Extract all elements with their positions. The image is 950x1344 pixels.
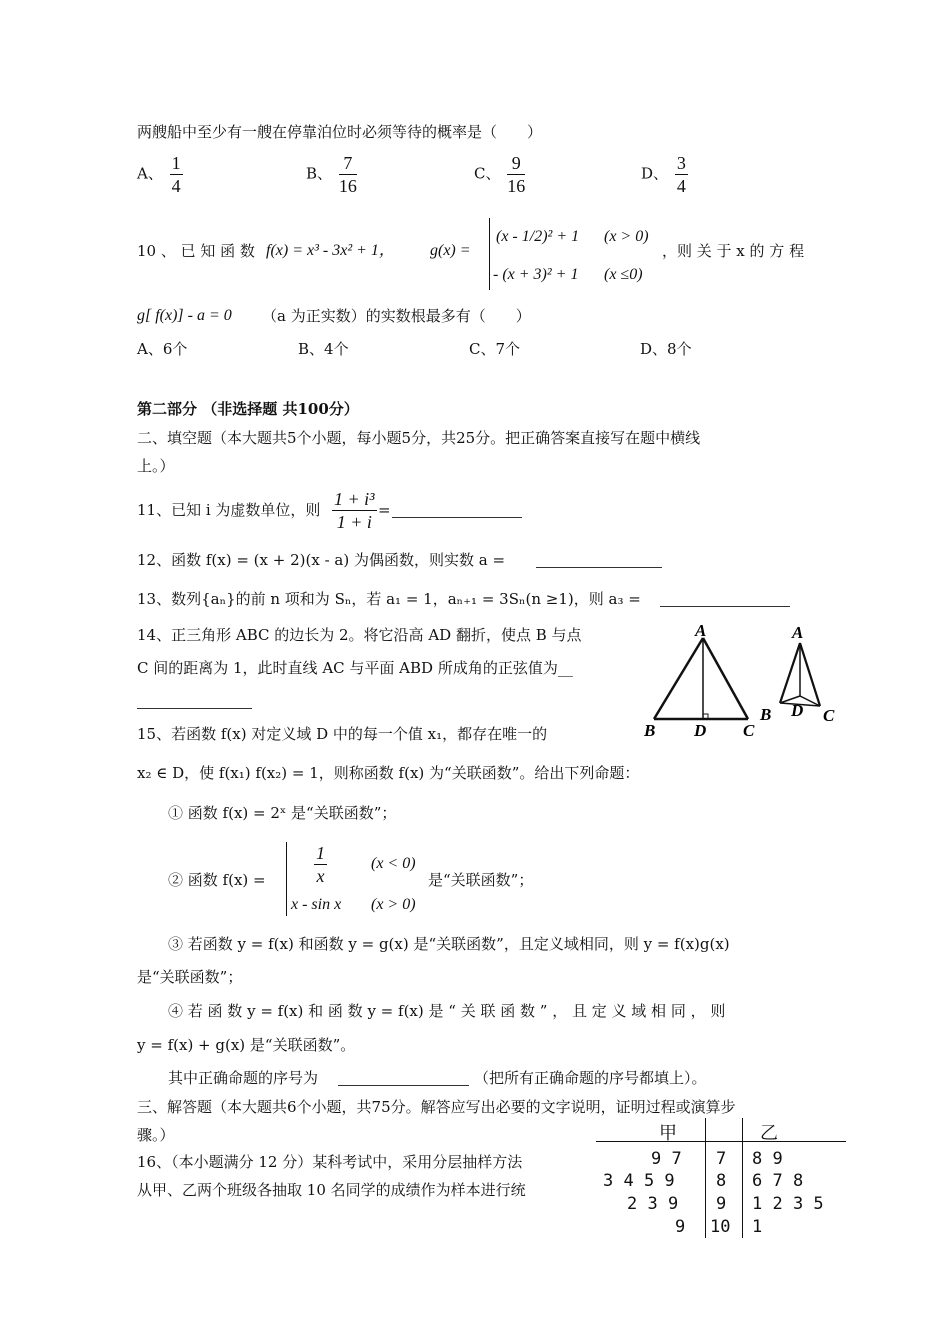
q9-text: 两艘船中至少有一艘在停靠泊位时必须等待的概率是（ ） [137, 123, 543, 141]
q10-option-b: B、4个 [298, 340, 349, 358]
q15-proposition-4-line1: ④ 若 函 数 y = f(x) 和 函 数 y = f(x) 是 “ 关 联 函 数 ” ， 且 定 义 域 相 同 ， 则 [168, 1002, 726, 1020]
q10-case2-cond: (x ≤0) [604, 266, 643, 283]
q15-p2-num: 1 [316, 843, 325, 863]
stem-leaf-right-row: 1 [752, 1217, 763, 1237]
q10-option-a: A、6个 [137, 340, 188, 358]
q11-answer-blank[interactable] [392, 503, 522, 518]
q14-figure [640, 618, 850, 743]
q15-p2-case1-frac [312, 842, 329, 887]
q14-answer-blank[interactable] [137, 694, 252, 709]
stem-leaf-left-row: 3 4 5 9 [603, 1171, 675, 1191]
q9-d-den: 4 [676, 176, 686, 196]
q11-num: 1 + i³ [334, 489, 375, 509]
stem-leaf-right-row: 6 7 8 [752, 1171, 804, 1191]
right-label-b: B [760, 705, 772, 724]
folded-triangle-left [654, 638, 748, 719]
stem-leaf-header-rule [596, 1141, 846, 1142]
q10-case2-expr: - (x + 3)² + 1 [493, 266, 579, 283]
q15-p2-case2: x - sin x [291, 896, 342, 913]
q11-eq: = [378, 501, 391, 519]
q9-c-num: 9 [507, 152, 525, 175]
right-label-a: A [792, 623, 804, 642]
q12-text: 12、函数 f(x) = (x + 2)(x - a) 为偶函数，则实数 a = [137, 551, 506, 569]
q10-f-def: f(x) = x³ - 3x² + 1， [266, 242, 395, 259]
q15-proposition-4-line2: y = f(x) + g(x) 是“关联函数”。 [137, 1036, 356, 1054]
q9-a-den: 4 [171, 176, 181, 196]
left-label-b: B [644, 721, 656, 740]
stem-leaf-right-row: 8 9 [752, 1149, 783, 1169]
q13-text: 13、数列{aₙ}的前 n 项和为 Sₙ，若 a₁ = 1，aₙ₊₁ = 3Sₙ(n ≥1)，则 a₃ = [137, 590, 641, 608]
stem-leaf-stem: 9 [716, 1194, 727, 1214]
q16-line2: 从甲、乙两个班级各抽取 10 名同学的成绩作为样本进行统 [137, 1181, 526, 1199]
section2-line1: 二、填空题（本大题共5个小题，每小题5分，共25分。把正确答案直接写在题中横线 [137, 429, 701, 447]
q11-den: 1 + i [336, 512, 372, 532]
stem-leaf-right-row: 1 2 3 5 [752, 1194, 824, 1214]
q16-line1: 16、（本小题满分 12 分）某科考试中，采用分层抽样方法 [137, 1153, 523, 1171]
q10-option-d: D、8个 [640, 340, 692, 358]
part2-title: 第二部分 （非选择题 共100分） [137, 400, 359, 418]
q15-p2-den: x [316, 866, 325, 886]
q15-p2-tail: 是“关联函数”； [428, 871, 534, 889]
q15-proposition-3-line1: ③ 若函数 y = f(x) 和函数 y = g(x) 是“关联函数”，且定义域相同，则 y = f(x)g(x) [168, 935, 730, 953]
q10-case1-expr: (x - 1/2)² + 1 [496, 228, 580, 245]
left-label-d: D [694, 721, 707, 740]
q15-p2-brace [286, 842, 287, 916]
q9-b-den: 16 [338, 176, 357, 196]
stem-leaf-stem: 10 [710, 1217, 731, 1237]
section3-line1: 三、解答题（本大题共6个小题，共75分。解答应写出必要的文字说明，证明过程或演算步 [137, 1098, 736, 1116]
q15-answer-pre: 其中正确命题的序号为 [168, 1069, 319, 1087]
q10-equation: g[ f(x)] - a = 0 [137, 307, 232, 324]
q10-g-lhs: g(x) = [430, 242, 471, 259]
q15-p2-case1-cond: (x < 0) [371, 855, 416, 872]
left-label-a: A [695, 621, 707, 640]
q14-line1: 14、正三角形 ABC 的边长为 2。将它沿高 AD 翻折，使点 B 与点 [137, 626, 582, 644]
q9-a-num: 1 [171, 153, 181, 173]
q14-line2: C 间的距离为 1，此时直线 AC 与平面 ABD 所成角的正弦值为__ [137, 659, 573, 677]
stem-leaf-left-rule [705, 1118, 706, 1238]
folded-triangle-right [780, 643, 820, 706]
stem-leaf-right-rule [742, 1118, 743, 1238]
section3-line2: 骤。） [137, 1126, 175, 1144]
q15-proposition-1: ① 函数 f(x) = 2ˣ 是“关联函数”； [168, 804, 397, 822]
q12-answer-blank[interactable] [536, 553, 662, 568]
q15-answer-post: （把所有正确命题的序号都填上）。 [474, 1069, 707, 1087]
q10-option-c: C、7个 [469, 340, 521, 358]
q10-eq-note: （a 为正实数）的实数根最多有（ ） [262, 307, 531, 325]
stem-leaf-head-left: 甲 [659, 1123, 677, 1144]
stem-leaf-left-row: 2 3 9 [627, 1194, 679, 1214]
q9-option-c: C、 $\frac{9}{16}$ [474, 153, 526, 196]
right-label-c: C [823, 706, 835, 725]
q11-fraction [330, 488, 379, 533]
right-label-d: D [791, 701, 804, 720]
q9-option-a: A、 $\frac{1}{4}$ [137, 153, 181, 196]
q9-option-b: B、 $\frac{7}{16}$ [306, 153, 357, 196]
stem-leaf-left-row: 9 [675, 1217, 686, 1237]
q9-d-num: 3 [676, 153, 686, 173]
q10-prefix: 10 、 已 知 函 数 [137, 242, 255, 260]
q15-p2-case2-cond: (x > 0) [371, 896, 416, 913]
stem-leaf-stem: 8 [716, 1171, 727, 1191]
q15-line2: x₂ ∈ D，使 f(x₁) f(x₂) = 1，则称函数 f(x) 为“关联函数”。给出下列命题： [137, 764, 640, 782]
q9-c-den: 16 [507, 176, 526, 196]
q9-b-num: 7 [339, 152, 357, 175]
q11-text: 11、已知 i 为虚数单位，则 [137, 501, 321, 519]
q15-line1: 15、若函数 f(x) 对定义域 D 中的每一个值 x₁，都存在唯一的 [137, 725, 548, 743]
stem-leaf-stem: 7 [716, 1149, 727, 1169]
q9-option-d: D、 $\frac{3}{4}$ [641, 153, 686, 196]
left-label-c: C [743, 721, 755, 740]
q10-case1-cond: (x > 0) [604, 228, 649, 245]
q15-proposition-3-line2: 是“关联函数”； [137, 968, 243, 986]
q10-suffix: ，则 关 于 x 的 方 程 [662, 242, 805, 260]
stem-leaf-left-row: 9 7 [651, 1149, 682, 1169]
q15-p2-lhs: ② 函数 f(x) = [168, 871, 266, 889]
stem-leaf-head-right: 乙 [760, 1123, 778, 1144]
q13-answer-blank[interactable] [660, 592, 790, 607]
q15-answer-blank[interactable] [338, 1071, 469, 1086]
q10-piecewise-brace [489, 218, 490, 290]
section2-line2: 上。） [137, 457, 175, 475]
